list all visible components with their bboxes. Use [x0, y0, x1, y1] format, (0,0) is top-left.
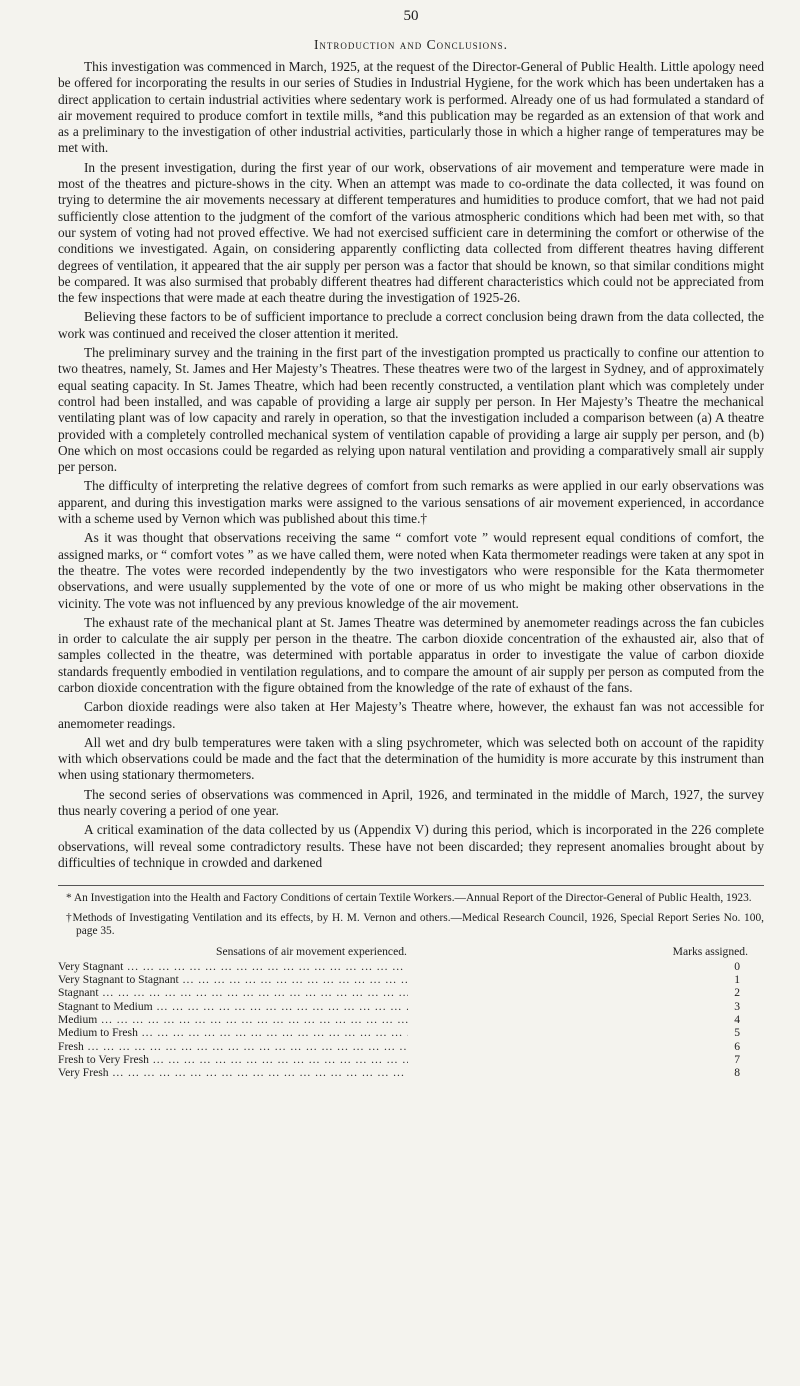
- sensation-label: Very Fresh ... .: [58, 1066, 408, 1079]
- table-row: [58, 1013, 764, 1026]
- paragraph-7: The exhaust rate of the mechanical plant at St. James Theatre was determined by anemometer readings across the fan cubicles in order to calculate the air supply per person in the theatre. The carbon dioxide concentration of the exhausted air, also that of samples collected in the theatre, was determined with portable apparatus in order to investigate the value of carbon dioxide standards frequently embodied in ventilation regulations, and to compare the amount of air supply per person as computed from the carbon dioxide concentration with the figure obtained from the knowledge of the rate of exhaust of the fans.: [58, 614, 764, 695]
- paragraph-4: The preliminary survey and the training in the first part of the investigation prompted us practically to confine our attention to two theatres, namely, St. James and Her Majesty’s Theatres. These theatres were two of the largest in Sydney, and of approximately equal seating capacity. In St. James Theatre, which had been recently constructed, a ventilation plant which was completely under control had been installed, and was capable of providing a large air supply per person. In Her Majesty’s Theatre the mechanical ventilating plant was of low capacity and rarely in operation, so that the investigation included a comparison between (a) A theatre provided with a completely controlled mechanical system of ventilation capable of providing a large air supply per person, and (b) One which on most occasions could be regarded as relying upon natural ventilation and providing a comparatively small air supply per person.: [58, 345, 764, 475]
- paragraph-9: All wet and dry bulb temperatures were taken with a sling psychrometer, which was selected both on account of the rapidity with which observations could be made and the fact that the determination of the humidity is more accurate by this instrument than when using stationary thermometers.: [58, 734, 764, 783]
- chapter-heading: Introduction and Conclusions.: [313, 37, 509, 52]
- paragraph-10: The second series of observations was commenced in April, 1926, and terminated in the middle of March, 1927, the survey thus nearly covering a period of one year.: [58, 786, 764, 819]
- sensation-table-body: [58, 960, 764, 1080]
- table-row: [58, 960, 764, 973]
- table-row: [58, 1053, 764, 1066]
- paragraph-5: The difficulty of interpreting the relative degrees of comfort from such remarks as were applied in our early observations was apparent, and during this investigation marks were assigned to the various sensations of air movement experienced, in accordance with a scheme used by Vernon which was published about this time.†: [58, 478, 764, 527]
- mark-value: 5: [734, 1026, 740, 1040]
- sensation-column-header: Sensations of air movement experienced.: [216, 944, 407, 958]
- marks-column-header: Marks assigned.: [672, 944, 748, 958]
- table-row: [58, 986, 764, 999]
- mark-value: 3: [734, 999, 740, 1013]
- table-row: [58, 973, 764, 986]
- paragraph-8: Carbon dioxide readings were also taken at Her Majesty’s Theatre where, however, the exhaust fan was not accessible for anemometer readings.: [58, 699, 764, 731]
- mark-value: 2: [734, 986, 740, 1000]
- sensation-label: Medium to Fresh ... .: [58, 1026, 408, 1039]
- table-row: [58, 1040, 764, 1053]
- sensation-table-header: [58, 945, 764, 958]
- paragraph-6: As it was thought that observations receiving the same “ comfort vote ” would represent equal conditions of comfort, the assigned marks, or “ comfort votes ” as we have called them, were noted when Kata thermometer readings were taken at any spot in the theatre. The votes were recorded independently by the two investigators who were responsible for the Kata thermometer observations, and were usually supplemented by the vote of one or more of us who might be making other observations in the vicinity. The vote was not influenced by any previous knowledge of the air movement.: [58, 530, 764, 611]
- mark-value: 0: [734, 959, 740, 973]
- table-row: [58, 1066, 764, 1079]
- paragraph-2: In the present investigation, during the first year of our work, observations of air movement and temperature were made in most of the theatres and picture-shows in the city. When an attempt was made to co-ordinate the data collected, it was found on trying to determine the air movements necessary at different temperatures and humidities to produce comfort, that we had not paid sufficiently close attention to the judgment of the comfort of the various atmospheric conditions which had been met with, so that our system of voting had not proved effective. We had not exercised sufficient care in determining the comfort or otherwise of the conditions we investigated. Again, on considering apparently conflicting data collected from different theatres having different degrees of ventilation, it appeared that the air supply per person was a factor that should be known, so that similar conditions might be compared. It was also surmised that probably different theatres had different characteristics which could not be appreciated from the few inspections that were made at each theatre during the investigation of 1925-26.: [58, 159, 764, 306]
- paragraph-11: A critical examination of the data collected by us (Appendix V) during this period, which is incorporated in the 226 complete observations, will reveal some contradictory results. These have not been discarded; they represent anomalies brought about by difficulties of technique in crowded and darkened: [58, 822, 764, 870]
- footnote-1: * An Investigation into the Health and Factory Conditions of certain Textile Workers.—Annual Report of the Director-General of Public Health, 1923.: [66, 892, 752, 905]
- sensation-label: Fresh to Very Fresh ... .: [58, 1053, 408, 1066]
- document-page: [58, 8, 764, 1079]
- sensation-label: Very Stagnant to Stagnant ... .: [58, 973, 408, 986]
- sensation-table: [58, 945, 764, 1080]
- mark-value: 1: [734, 973, 740, 987]
- footnote-divider: [58, 885, 764, 886]
- page-number: 50: [403, 8, 419, 24]
- paragraph-1: This investigation was commenced in March, 1925, at the request of the Director-General of Public Health. Little apology need be offered for incorporating the results in our series of Studies in Industrial Hygiene, for the work which has been undertaken has a direct application to certain industrial activities where sedentary work is performed. Already one of us had formulated a standard of air movement required to produce comfort in textile mills, *and this publication may be regarded as an extension of that work and as a preliminary to the investigation of other industrial activities, particularly those in which a higher range of temperatures may be met with.: [58, 59, 764, 156]
- sensation-label: Stagnant to Medium ... .: [58, 1000, 408, 1013]
- footnote-2: †Methods of Investigating Ventilation and its effects, by H. M. Vernon and others.—Medical Research Council, 1926, Special Report Series No. 100, page 35.: [66, 911, 764, 938]
- table-row: [58, 1026, 764, 1039]
- mark-value: 8: [734, 1066, 740, 1080]
- paragraph-3: Believing these factors to be of sufficient importance to preclude a correct conclusion being drawn from the data collected, the work was continued and received the closer attention it merited.: [58, 309, 764, 341]
- sensation-label: Medium ... .: [58, 1013, 408, 1026]
- mark-value: 6: [734, 1039, 740, 1053]
- table-row: [58, 1000, 764, 1013]
- sensation-label: Stagnant ... .: [58, 986, 408, 999]
- sensation-label: Fresh ... .: [58, 1040, 408, 1053]
- mark-value: 7: [734, 1052, 740, 1066]
- mark-value: 4: [734, 1012, 740, 1026]
- sensation-label: Very Stagnant ... .: [58, 960, 408, 973]
